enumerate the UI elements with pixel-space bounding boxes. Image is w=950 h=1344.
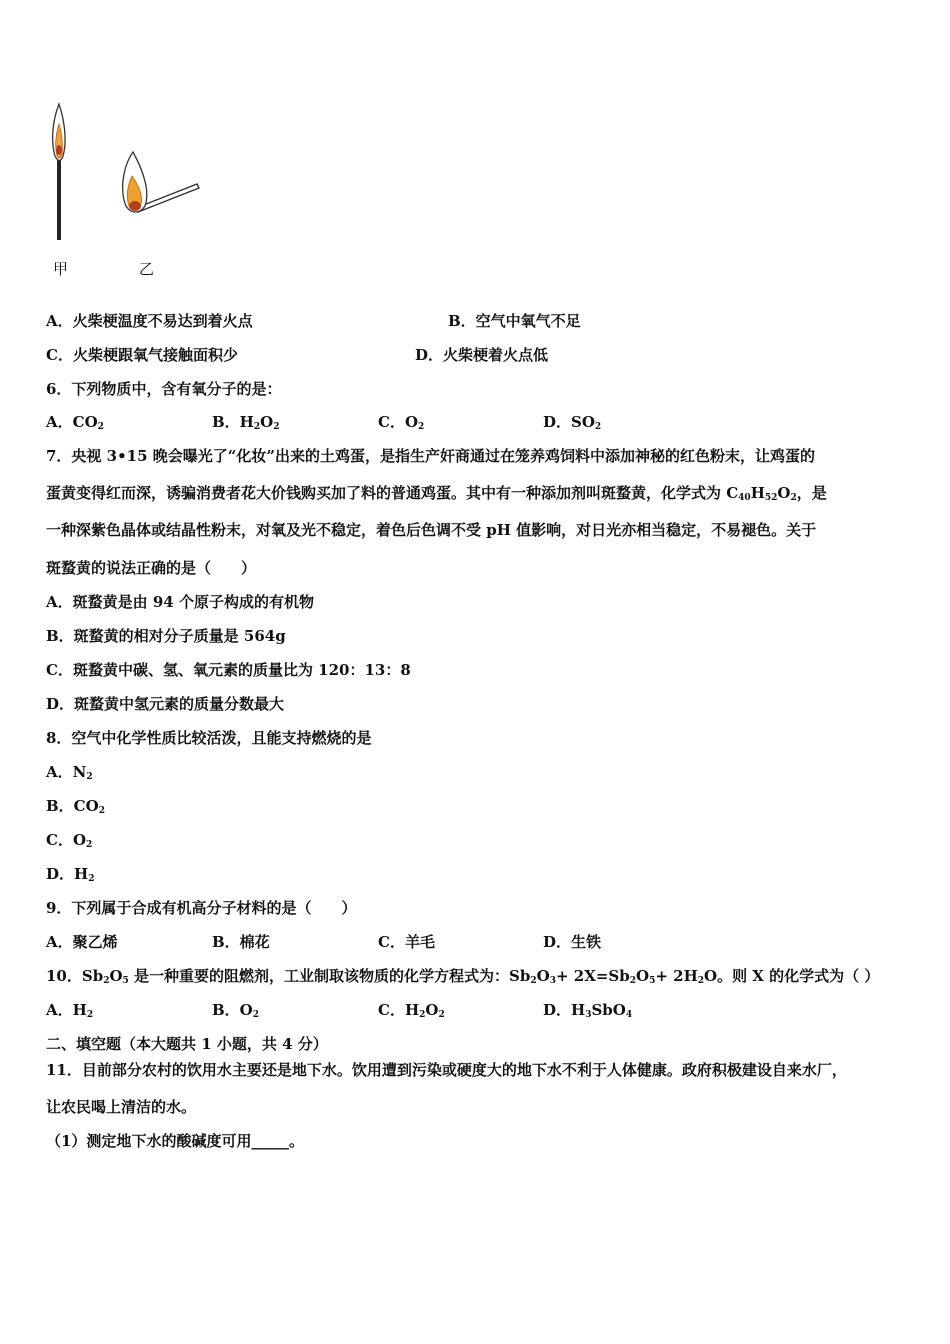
q7-stem-line-1: 7．央视 3•15 晚会曝光了“化妆”出来的土鸡蛋，是指生产奸商通过在笼养鸡饲料中添加神秘的红色粉末，让鸡蛋的 — [46, 447, 816, 465]
q8-stem: 8．空气中化学性质比较活泼，且能支持燃烧的是 — [46, 729, 372, 747]
q6-option-b: B．$H_2O_2$ — [212, 413, 280, 432]
match-jia-icon — [53, 104, 65, 240]
q11-subquestion-1: （1）测定地下水的酸碱度可用_____。 — [46, 1132, 304, 1150]
q11-stem-line-2: 让农民喝上清洁的水。 — [46, 1098, 197, 1116]
q7-stem-line-3: 一种深紫色晶体或结晶性粉末，对氧及光不稳定，着色后色调不受 pH 值影响，对日光亦相当稳定，不易褪色。关于 — [46, 521, 817, 539]
q10-stem: 10．$Sb_2O_5$ 是一种重要的阻燃剂，工业制取该物质的化学方程式为：$Sb_2O_3+ 2X=Sb_2O_5+ 2H_2O$。则 X 的化学式为（ ） — [46, 967, 880, 986]
q10-option-a: A．$H_2$ — [46, 1001, 94, 1020]
q6-stem: 6．下列物质中，含有氧分子的是： — [46, 380, 282, 398]
figure-label-yi: 乙 — [139, 260, 155, 278]
q7-option-d: D．斑蝥黄中氢元素的质量分数最大 — [46, 695, 285, 713]
q5-option-c: C．火柴梗跟氧气接触面积少 — [46, 346, 238, 364]
q9-option-d: D．生铁 — [543, 933, 602, 951]
q5-option-d: D．火柴梗着火点低 — [415, 346, 549, 364]
q6-option-a: A．$CO_2$ — [46, 413, 104, 432]
q8-option-a: A．$N_2$ — [46, 763, 93, 782]
q7-stem-line-4: 斑蝥黄的说法正确的是（ ） — [46, 559, 257, 577]
q6-option-d: D．$SO_2$ — [543, 413, 602, 432]
figure-label-jia: 甲 — [53, 260, 69, 278]
q7-option-c: C．斑蝥黄中碳、氢、氧元素的质量比为 120：13：8 — [46, 661, 411, 679]
q7-stem-line-2: 蛋黄变得红而深，诱骗消费者花大价钱购买加了料的普通鸡蛋。其中有一种添加剂叫斑蝥黄，化学式为 $C_{40}H_{52}O_2$，是 — [46, 484, 827, 503]
q5-option-a: A．火柴梗温度不易达到着火点 — [46, 312, 253, 330]
q9-option-a: A．聚乙烯 — [46, 933, 118, 951]
section-2-title: 二、填空题（本大题共 1 小题，共 4 分） — [46, 1035, 328, 1053]
q8-option-d: D．$H_2$ — [46, 865, 95, 884]
q8-option-c: C．$O_2$ — [46, 831, 93, 850]
q9-option-b: B．棉花 — [212, 933, 270, 951]
matches-figure — [0, 0, 950, 300]
q9-stem: 9．下列属于合成有机高分子材料的是（ ） — [46, 899, 357, 917]
match-yi-icon — [123, 152, 199, 212]
q7-option-b: B．斑蝥黄的相对分子质量是 564g — [46, 627, 286, 645]
q10-option-c: C．$H_2O_2$ — [378, 1001, 445, 1020]
q10-option-b: B．$O_2$ — [212, 1001, 260, 1020]
q11-stem-line-1: 11．目前部分农村的饮用水主要还是地下水。饮用遭到污染或硬度大的地下水不利于人体健康。政府积极建设自来水厂， — [46, 1061, 847, 1079]
q8-option-b: B．$CO_2$ — [46, 797, 105, 816]
q5-option-b: B．空气中氧气不足 — [448, 312, 581, 330]
q9-option-c: C．羊毛 — [378, 933, 435, 951]
q10-option-d: D．$H_3SbO_4$ — [543, 1001, 633, 1020]
q6-option-c: C．$O_2$ — [378, 413, 425, 432]
q7-option-a: A．斑蝥黄是由 94 个原子构成的有机物 — [46, 593, 314, 611]
